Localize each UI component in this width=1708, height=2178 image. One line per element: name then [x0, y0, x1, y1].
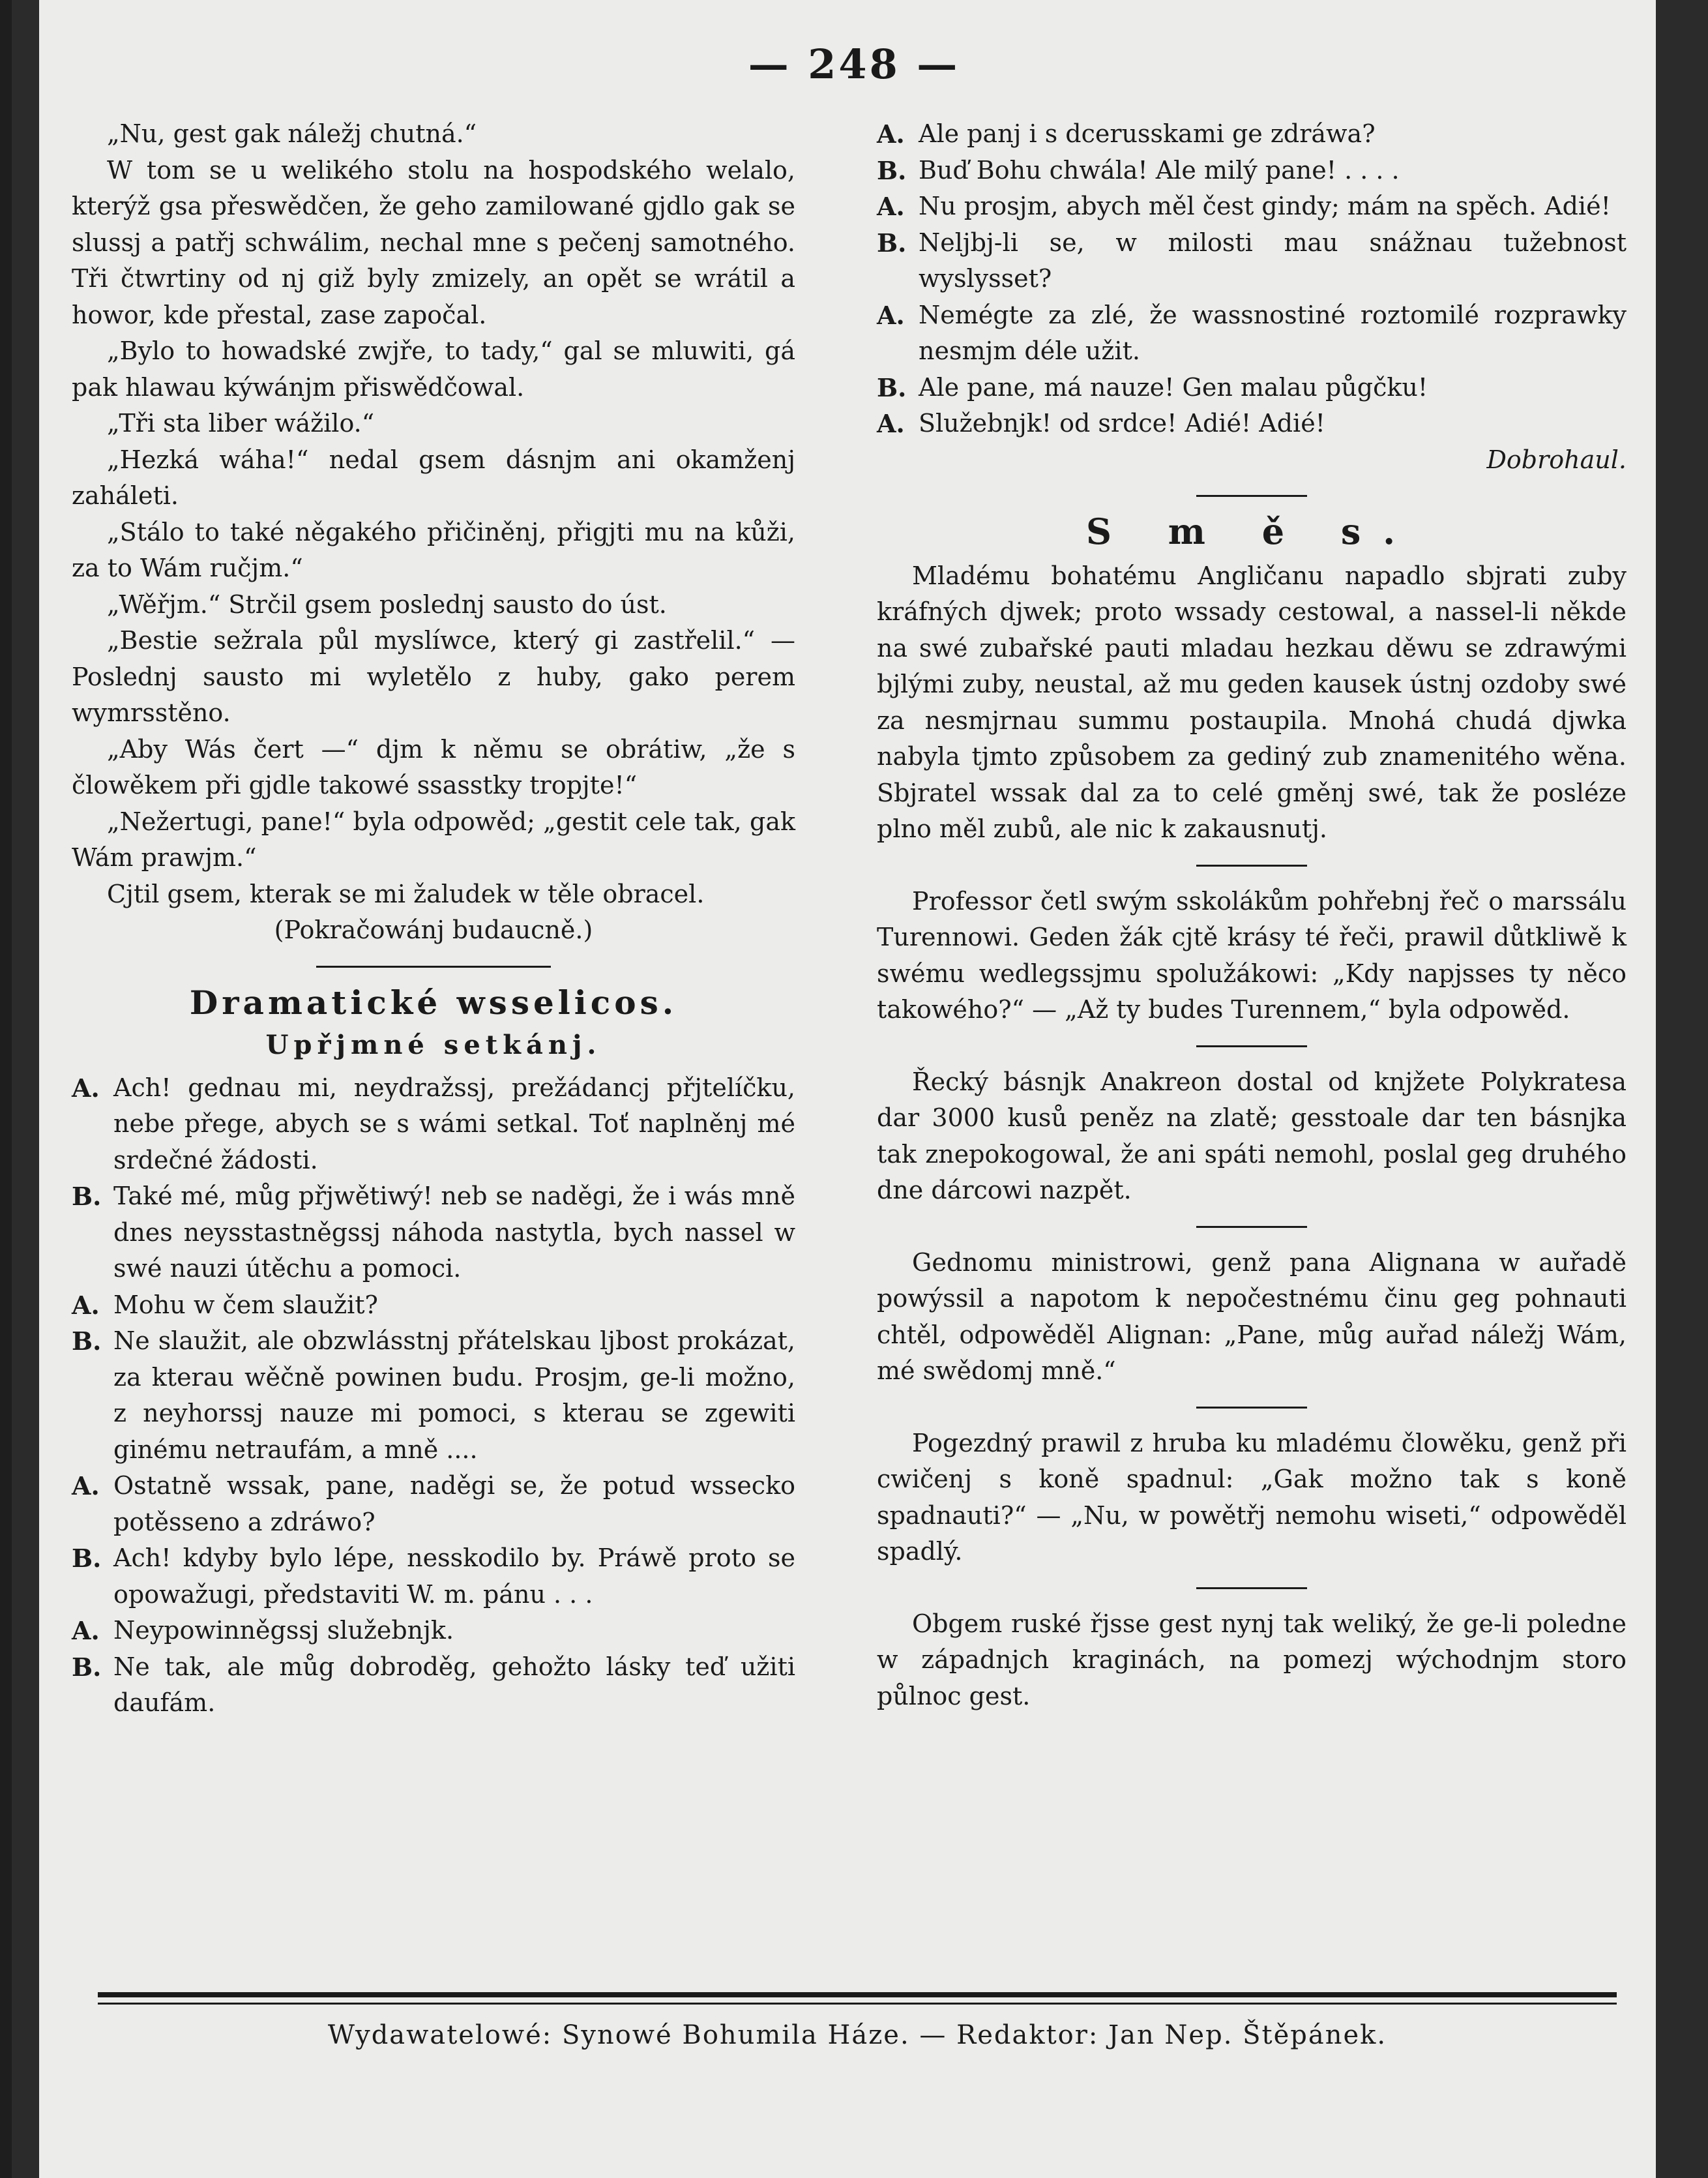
paragraph: „Tři sta liber wážilo.“	[107, 409, 375, 438]
paragraph: „Bylo to howadské zwjře, to tady,“ gal se mluwiti, gá pak hlawau kýwánjm přiswědčowal.	[72, 336, 795, 402]
page-number: — 248 —	[748, 40, 960, 88]
speaker: B.	[877, 372, 907, 402]
section-divider	[316, 966, 551, 968]
paragraph: Cjtil gsem, kterak se mi žaludek w těle obracel.	[107, 879, 705, 908]
author-signature: Dobrohaul.	[1486, 445, 1627, 474]
divider	[1196, 1226, 1307, 1228]
footer-rule	[98, 2003, 1617, 2005]
continued-note: (Pokračowánj budaucně.)	[274, 916, 593, 944]
section-subtitle: Upřjmné setkánj.	[265, 1030, 602, 1060]
section-title: Dramatické wsselicos.	[189, 983, 678, 1022]
dialogue-line	[877, 297, 1627, 370]
divider	[1196, 1045, 1307, 1047]
left-column	[72, 116, 795, 1722]
dialogue-text: Ach! kdyby bylo lépe, nesskodilo by. Práwě proto se opowažugi, představiti W. m. pánu . . .	[113, 1544, 795, 1609]
dialogue-line	[72, 1468, 795, 1540]
speaker: B.	[877, 228, 907, 258]
dialogue-line	[877, 116, 1627, 153]
speaker: A.	[877, 409, 905, 438]
dialogue-text: Neljbj-li se, w milosti mau snážnau tužebnost wyslysset?	[919, 228, 1627, 293]
paragraph: W tom se u welikého stolu na hospodského welalo, kterýž gsa přeswědčen, že geho zamilowané gjdlo gak se slussj a patřj schwálim, nechal mne s pečenj samotného. Tři čtwrtiny od nj giž byly zmizely, an opět se wrátil a howor, kde přestal, zase započal.	[72, 155, 795, 329]
paragraph: „Bestie sežrala půl myslíwce, který gi zastřelil.“ — Poslednj sausto mi wyletělo z huby, gako perem wymrsstěno.	[72, 626, 795, 727]
divider	[1196, 1407, 1307, 1409]
dialogue-text: Služebnjk! od srdce! Adié! Adié!	[919, 409, 1325, 438]
dialogue-text: Buď Bohu chwála! Ale milý pane! . . . .	[919, 155, 1400, 185]
dialogue-line	[72, 1540, 795, 1613]
speaker: A.	[877, 300, 905, 330]
divider	[1196, 865, 1307, 867]
paragraph: „Hezká wáha!“ nedal gsem dásnjm ani okamženj zaháleti.	[72, 445, 795, 510]
dialogue-text: Ne slaužit, ale obzwlásstnj přátelskau ljbost prokázat, za kterau wěčně powinen budu. Prosjm, ge-li možno, z neyhorssj nauze mi pomoci, s kterau se zgewiti ginému netraufám, a mně ....	[113, 1326, 795, 1464]
dialogue-text: Nemégte za zlé, že wassnostiné roztomilé rozprawky nesmjm déle užit.	[919, 300, 1627, 365]
anecdote: Pogezdný prawil z hruba ku mladému člowěku, genž při cwičenj s koně spadnul: „Gak možno tak s koně spadnauti?“ — „Nu, w powětřj nemohu wiseti,“ odpowěděl spadlý.	[877, 1428, 1627, 1566]
dialogue-text: Ale panj i s dcerusskami ge zdráwa?	[919, 119, 1376, 148]
anecdote: Professor četl swým sskolákům pohřebnj řeč o marssálu Turennowi. Geden žák cjtě krásy té řeči, prawil důtkliwě k swému wedlegssjmu spolužákowi: „Kdy napjsses ty něco takowého?“ — „Až ty budes Turennem,“ byla odpowěd.	[877, 886, 1627, 1024]
speaker: A.	[72, 1290, 100, 1320]
dialogue-line	[877, 225, 1627, 297]
speaker: B.	[72, 1182, 102, 1211]
dialogue-line	[877, 153, 1627, 189]
paragraph: „Wěřjm.“ Strčil gsem poslednj sausto do úst.	[107, 589, 667, 619]
speaker: B.	[877, 155, 907, 185]
paragraph: „Nežertugi, pane!“ byla odpowěd; „gestit cele tak, gak Wám prawjm.“	[72, 807, 795, 872]
paragraph: „Aby Wás čert —“ djm k němu se obrátiw, „že s člowěkem při gjdle takowé ssasstky tropjte!“	[72, 734, 795, 799]
speaker: A.	[72, 1616, 100, 1645]
dialogue-text: Ale pane, má nauze! Gen malau půgčku!	[919, 372, 1428, 402]
anecdote: Řecký básnjk Anakreon dostal od knjžete Polykratesa dar 3000 kusů peněz na zlatě; gesstoale dar ten básnjka tak znepokogowal, že ani spáti nemohl, poslal geg druhého dne dárcowi nazpět.	[877, 1067, 1627, 1204]
paragraph: „Stálo to také něgakého přičiněnj, přigjti mu na kůži, za to Wám ručjm.“	[72, 517, 795, 582]
dialogue-text: Ne tak, ale můg dobroděg, gehožto lásky teď užiti daufám.	[113, 1652, 795, 1717]
dialogue-line	[72, 1070, 795, 1179]
dialogue-line	[877, 370, 1627, 406]
speaker: A.	[877, 192, 905, 221]
section-divider	[1196, 495, 1307, 497]
dialogue-line	[72, 1649, 795, 1722]
speaker: B.	[72, 1652, 102, 1682]
section-title: S m ě s.	[1085, 511, 1418, 552]
speaker: A.	[877, 119, 905, 149]
dialogue-line	[72, 1613, 795, 1649]
speaker: A.	[72, 1471, 100, 1500]
anecdote: Obgem ruské řjsse gest nynj tak weliký, že ge-li poledne w západnjch kraginách, na pomezj wýchodnjm storo půlnoc gest.	[877, 1609, 1627, 1710]
dialogue-text: Nu prosjm, abych měl čest gindy; mám na spěch. Adié!	[919, 192, 1611, 220]
publisher-footer: Wydawatelowé: Synowé Bohumila Háze. — Redaktor: Jan Nep. Štěpánek.	[327, 2020, 1387, 2050]
divider	[1196, 1587, 1307, 1589]
dialogue-text: Mohu w čem slaužit?	[113, 1290, 378, 1319]
anecdote: Mladému bohatému Angličanu napadlo sbjrati zuby kráfných djwek; proto wssady cestowal, a nassel-li někde na swé zubařské pauti mladau hezkau děwu se zdrawými bjlými zuby, neustal, až mu geden kausek ústnj ozdoby swé za nesmjrnau summu postaupila. Mnohá chudá djwka nabyla tjmto způsobem za gediný zub znamenitého wěna. Sbjratel wssak dal za to celé gměnj swé, tak že posléze plno měl zubů, ale nic k zakausnutj.	[877, 561, 1627, 843]
speaker: A.	[72, 1073, 100, 1103]
paragraph: „Nu, gest gak náležj chutná.“	[107, 119, 477, 148]
dialogue-line	[72, 1178, 795, 1287]
dialogue-line	[72, 1287, 795, 1324]
dialogue-line	[72, 1323, 795, 1468]
dialogue-text: Neypowinněgssj služebnjk.	[113, 1616, 454, 1645]
dialogue-text: Také mé, můg přjwětiwý! neb se naděgi, že i wás mně dnes neysstastněgssj náhoda nastytla, bych nassel w swé nauzi útěchu a pomoci.	[113, 1182, 795, 1283]
speaker: B.	[72, 1326, 102, 1356]
right-column	[877, 116, 1627, 1714]
speaker: B.	[72, 1544, 102, 1573]
dialogue-line	[877, 188, 1627, 225]
dialogue-text: Ach! gednau mi, neydražssj, prežádancj přjtelíčku, nebe přege, abych se s wámi setkal. Toť naplněnj mé srdečné žádosti.	[113, 1073, 795, 1174]
anecdote: Gednomu ministrowi, genž pana Alignana w auřadě powýssil a napotom k nepočestnému činu geg pohnauti chtěl, odpowěděl Alignan: „Pane, můg auřad náležj Wám, mé swědomj mně.“	[877, 1247, 1627, 1385]
dialogue-line	[877, 406, 1627, 442]
footer-rule	[98, 1992, 1617, 1997]
dialogue-text: Ostatně wssak, pane, naděgi se, že potud wssecko potěsseno a zdráwo?	[113, 1471, 795, 1536]
